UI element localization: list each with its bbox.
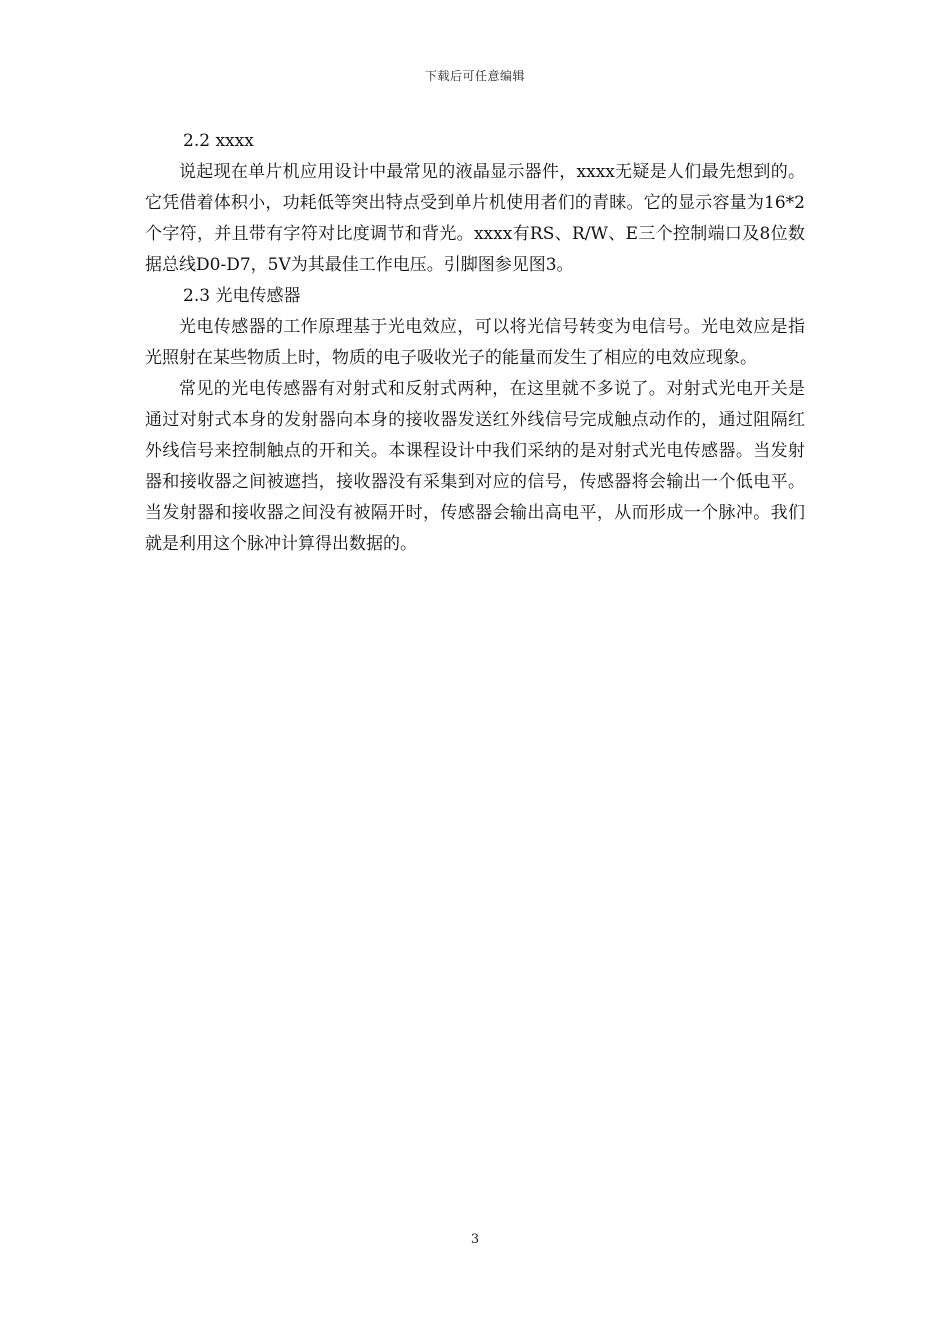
paragraph-photoelectric-types: 常见的光电传感器有对射式和反射式两种，在这里就不多说了。对射式光电开关是通过对射式本身的发射器向本身的接收器发送红外线信号完成触点动作的，通过阻隔红外线信号来控制触点的开和关。本课程设计中我们采纳的是对射式光电传感器。当发射器和接收器之间被遮挡，接收器没有采集到对应的信号，传感器将会输出一个低电平。当发射器和接收器之间没有被隔开时，传感器会输出高电平，从而形成一个脉冲。我们就是利用这个脉冲计算得出数据的。 [145,379,805,554]
section-heading-2-2: 2.2 xxxx [183,131,254,151]
document-body [145,126,805,560]
page-number: 3 [470,1232,480,1247]
section-heading-2-3: 2.3 光电传感器 [183,286,301,306]
paragraph-lcd: 说起现在单片机应用设计中最常见的液晶显示器件，xxxx无疑是人们最先想到的。它凭借着体积小，功耗低等突出特点受到单片机使用者们的青睐。它的显示容量为16*2个字符，并且带有字符对比度调节和背光。xxxx有RS、R/W、E三个控制端口及8位数据总线D0-D7，5V为其最佳工作电压。引脚图参见图3。 [145,162,805,275]
paragraph-photoelectric-principle: 光电传感器的工作原理基于光电效应，可以将光信号转变为电信号。光电效应是指光照射在某些物质上时，物质的电子吸收光子的能量而发生了相应的电效应现象。 [145,317,805,368]
page-header: 下载后可任意编辑 [424,69,525,83]
